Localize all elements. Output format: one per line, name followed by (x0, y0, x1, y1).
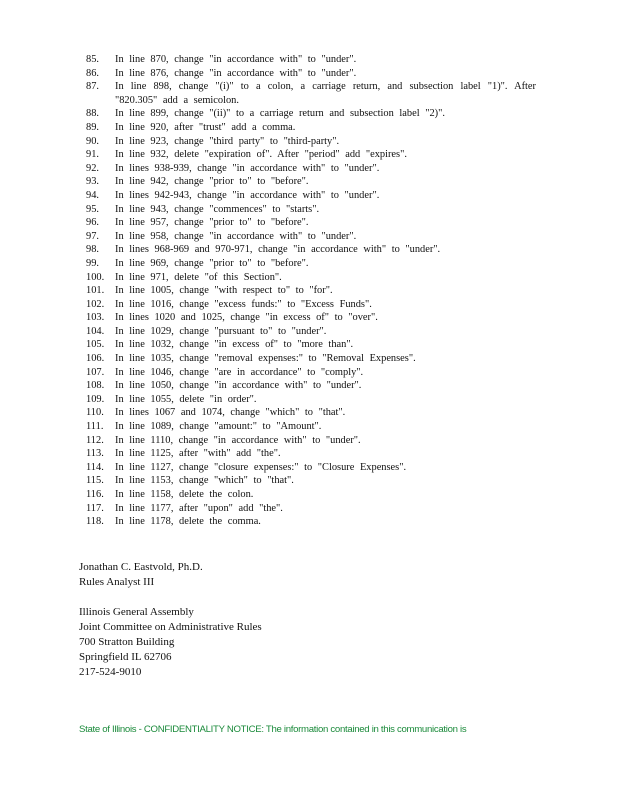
item-number: 103. (86, 312, 105, 324)
item-number: 95. (86, 203, 99, 215)
list-item (86, 461, 536, 475)
signer-title: Rules Analyst III (79, 576, 155, 588)
item-text: In line 1177, after "upon" add "the". (115, 502, 283, 514)
list-item (86, 502, 536, 516)
item-number: 102. (86, 298, 105, 310)
item-number: 109. (86, 393, 105, 405)
item-number: 99. (86, 257, 99, 269)
signature-block (79, 560, 203, 590)
item-number: 108. (86, 380, 105, 392)
list-item (86, 216, 536, 230)
item-number: 86. (86, 67, 99, 79)
item-text: In line 876, change "in accordance with" to "under". (115, 67, 357, 79)
item-number: 93. (86, 176, 99, 188)
list-item (86, 366, 536, 380)
item-text: In line 957, change "prior to" to "before". (115, 217, 309, 229)
address-block (79, 605, 262, 680)
organization: Illinois General Assembly (79, 606, 194, 618)
list-item (86, 243, 536, 257)
list-item (86, 80, 536, 107)
confidentiality-notice: State of Illinois - CONFIDENTIALITY NOTICE: The information contained in this communication is (79, 724, 467, 735)
list-item (86, 148, 536, 162)
item-number: 114. (86, 461, 104, 473)
list-item (86, 121, 536, 135)
item-text: In line 920, after "trust" add a comma. (115, 121, 296, 133)
signer-name: Jonathan C. Eastvold, Ph.D. (79, 561, 203, 573)
item-text: In line 1089, change "amount:" to "Amount". (115, 421, 322, 433)
item-text: In line 1178, delete the comma. (115, 516, 261, 528)
item-text: In line 1029, change "pursuant to" to "under". (115, 325, 327, 337)
list-item (86, 420, 536, 434)
list-item (86, 488, 536, 502)
item-text: In line 958, change "in accordance with" to "under". (115, 230, 357, 242)
item-text: In line 1050, change "in accordance with" to "under". (115, 380, 362, 392)
item-text: In line 1046, change "are in accordance" to "comply". (115, 366, 364, 378)
item-number: 113. (86, 448, 104, 460)
list-item (86, 474, 536, 488)
list-item (86, 175, 536, 189)
item-number: 94. (86, 189, 99, 201)
item-text: In line 898, change "(i)" to a colon, a carriage return, and subsection label "1)". After "820.305" add a semicolon. (115, 81, 536, 106)
list-item (86, 393, 536, 407)
department: Joint Committee on Administrative Rules (79, 621, 262, 633)
item-number: 97. (86, 230, 99, 242)
item-text: In line 971, delete "of this Section". (115, 271, 282, 283)
item-number: 87. (86, 81, 99, 93)
item-number: 96. (86, 217, 99, 229)
list-item (86, 189, 536, 203)
item-text: In line 1125, after "with" add "the". (115, 448, 281, 460)
item-number: 111. (86, 421, 104, 433)
list-item (86, 325, 536, 339)
item-number: 112. (86, 434, 104, 446)
item-number: 92. (86, 162, 99, 174)
list-item (86, 135, 536, 149)
building: 700 Stratton Building (79, 636, 175, 648)
item-text: In line 943, change "commences" to "starts". (115, 203, 320, 215)
item-text: In lines 1067 and 1074, change "which" to "that". (115, 407, 346, 419)
list-item (86, 352, 536, 366)
item-text: In line 1032, change "in excess of" to "more than". (115, 339, 354, 351)
item-text: In lines 1020 and 1025, change "in excess of" to "over". (115, 312, 378, 324)
item-number: 117. (86, 502, 104, 514)
item-number: 89. (86, 121, 99, 133)
list-item (86, 379, 536, 393)
list-item (86, 162, 536, 176)
item-number: 110. (86, 407, 104, 419)
item-number: 100. (86, 271, 105, 283)
item-text: In line 899, change "(ii)" to a carriage return and subsection label "2)". (115, 108, 445, 120)
list-item (86, 447, 536, 461)
item-text: In line 1158, delete the colon. (115, 489, 254, 500)
item-text: In line 870, change "in accordance with" to "under". (115, 54, 357, 65)
item-number: 107. (86, 366, 105, 378)
item-number: 91. (86, 149, 99, 161)
list-item (86, 67, 536, 81)
list-item (86, 284, 536, 298)
item-text: In line 1153, change "which" to "that". (115, 475, 294, 487)
item-text: In line 1110, change "in accordance with" to "under". (115, 434, 361, 446)
item-number: 105. (86, 339, 105, 351)
item-text: In lines 942-943, change "in accordance with" to "under". (115, 189, 380, 201)
phone-number: 217-524-9010 (79, 666, 142, 678)
list-item (86, 203, 536, 217)
list-item (86, 338, 536, 352)
list-item (86, 230, 536, 244)
item-number: 115. (86, 475, 104, 487)
list-item (86, 406, 536, 420)
item-text: In line 1127, change "closure expenses:" to "Closure Expenses". (115, 461, 407, 473)
item-text: In lines 968-969 and 970-971, change "in accordance with" to "under". (115, 244, 441, 256)
item-text: In line 942, change "prior to" to "before". (115, 176, 309, 188)
item-number: 101. (86, 285, 105, 297)
item-number: 104. (86, 325, 105, 337)
item-number: 88. (86, 108, 99, 120)
list-item (86, 53, 536, 67)
item-text: In line 1055, delete "in order". (115, 393, 257, 405)
revision-list (86, 53, 536, 529)
list-item (86, 271, 536, 285)
item-text: In lines 938-939, change "in accordance with" to "under". (115, 162, 380, 174)
list-item (86, 515, 536, 529)
list-item (86, 434, 536, 448)
item-number: 85. (86, 54, 99, 65)
item-text: In line 1005, change "with respect to" to "for". (115, 285, 333, 297)
item-text: In line 923, change "third party" to "third-party". (115, 135, 340, 147)
item-number: 90. (86, 135, 99, 147)
item-text: In line 969, change "prior to" to "before". (115, 257, 309, 269)
item-number: 106. (86, 353, 105, 365)
list-item (86, 107, 536, 121)
item-text: In line 1016, change "excess funds:" to "Excess Funds". (115, 298, 372, 310)
list-item (86, 311, 536, 325)
list-item (86, 298, 536, 312)
city: Springfield IL 62706 (79, 651, 172, 663)
item-text: In line 932, delete "expiration of". After "period" add "expires". (115, 149, 407, 161)
list-item (86, 257, 536, 271)
item-text: In line 1035, change "removal expenses:" to "Removal Expenses". (115, 353, 416, 365)
item-number: 118. (86, 516, 104, 528)
item-number: 98. (86, 244, 99, 256)
item-number: 116. (86, 489, 104, 500)
